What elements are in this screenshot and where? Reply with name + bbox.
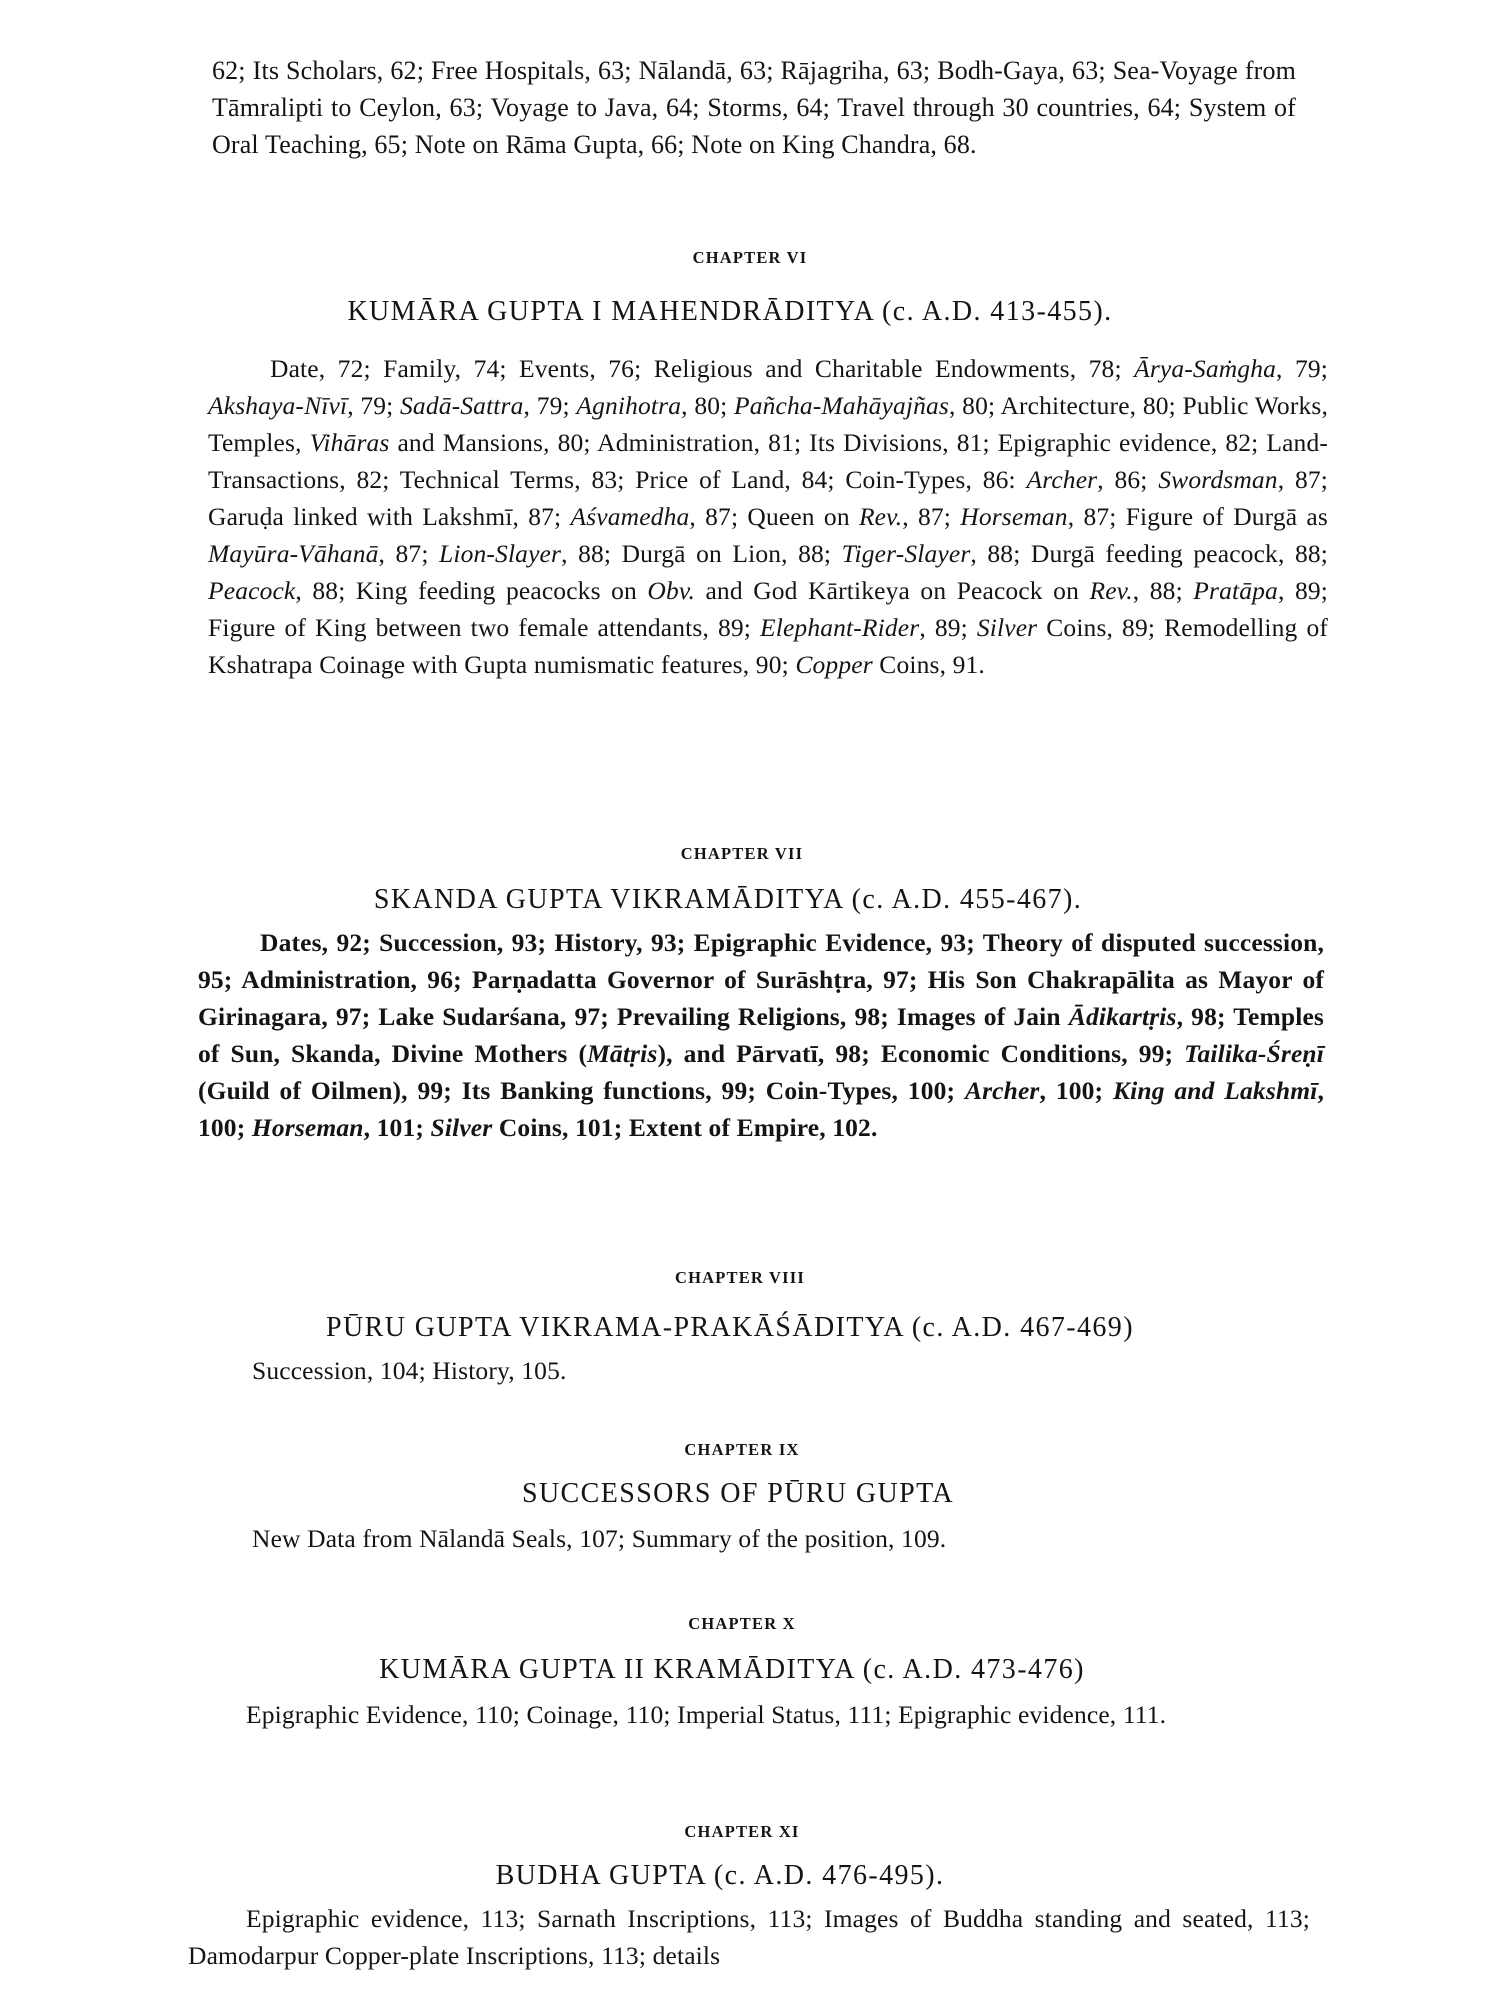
- text-run: Epigraphic Evidence, 110; Coinage, 110; Imperial Status, 111; Epigraphic evidence, 111.: [246, 1700, 1167, 1729]
- chapter-6-title: KUMĀRA GUPTA I MAHENDRĀDITYA (c. A.D. 413-455).: [347, 296, 1113, 327]
- italic-term: Peacock: [208, 576, 296, 605]
- text-run: , 87; Garuḍa linked with Lakshmī, 87;: [208, 465, 1328, 531]
- italic-term: Copper: [795, 650, 873, 679]
- text-run: , 79;: [347, 391, 401, 420]
- chapter-8-title: PŪRU GUPTA VIKRAMA-PRAKĀŚĀDITYA (c. A.D. 467-469): [326, 1312, 1134, 1343]
- italic-term: Silver: [430, 1113, 493, 1142]
- text-run: ), and Pārvatī, 98; Economic Conditions, 99;: [657, 1039, 1185, 1068]
- italic-term: Vihāras: [309, 428, 390, 457]
- chapter-9-contents: [252, 1520, 1252, 1557]
- text-run: Coins, 91.: [872, 650, 985, 679]
- chapter-11-label: CHAPTER XI: [684, 1822, 800, 1841]
- italic-term: Ādikartṛis: [1068, 1002, 1177, 1031]
- italic-term: Aśvamedha: [570, 502, 690, 531]
- italic-term: Rev.: [1089, 576, 1133, 605]
- text-run: Coins, 89; Remodelling of Kshatrapa Coinage with Gupta numismatic features, 90;: [208, 613, 1328, 679]
- chapter-6-contents: [208, 350, 1328, 683]
- italic-term: Archer: [1026, 465, 1098, 494]
- text-run: , 86;: [1097, 465, 1159, 494]
- italic-term: Silver: [976, 613, 1038, 642]
- text-run: , 79;: [523, 391, 577, 420]
- text-run: (Guild of Oilmen), 99; Its Banking functions, 99; Coin-Types, 100;: [198, 1076, 965, 1105]
- text-run: and Mansions, 80; Administration, 81; Its Divisions, 81; Epigraphic evidence, 82; Land-Transactions, 82; Technical Terms, 83; Price of Land, 84; Coin-Types, 86:: [208, 428, 1328, 494]
- italic-term: Ārya-Saṁgha: [1134, 354, 1277, 383]
- text-run: and God Kārtikeya on Peacock on: [694, 576, 1090, 605]
- text-run: , 87;: [378, 539, 440, 568]
- text-run: Dates, 92; Succession, 93; History, 93; Epigraphic Evidence, 93; Theory of disputed succession, 95; Administration, 96; Parṇadatta Governor of Surāshṭra, 97; His Son Chakrapālita as Mayor of Girinagara, 97; Lake Sudarśana, 97; Prevailing Religions, 98; Images of Jain: [198, 928, 1324, 1031]
- italic-term: Elephant-Rider: [760, 613, 920, 642]
- italic-term: Lion-Slayer: [439, 539, 562, 568]
- chapter-11-contents: [188, 1900, 1310, 1974]
- chapter-8-label: CHAPTER VIII: [674, 1268, 806, 1287]
- chapter-10-title: KUMĀRA GUPTA II KRAMĀDITYA (c. A.D. 473-476): [379, 1654, 1085, 1685]
- italic-term: Obv.: [647, 576, 695, 605]
- text-run: New Data from Nālandā Seals, 107; Summary of the position, 109.: [252, 1524, 947, 1553]
- text-run: , 98; Temples of Sun, Skanda, Divine Mothers (: [198, 1002, 1325, 1068]
- italic-term: Pratāpa: [1193, 576, 1278, 605]
- italic-term: Archer: [964, 1076, 1040, 1105]
- chapter-6-label: CHAPTER VI: [692, 248, 808, 267]
- text-run: , 88;: [1132, 576, 1194, 605]
- chapter-8-contents: [252, 1352, 1252, 1389]
- italic-term: Akshaya-Nīvī: [208, 391, 348, 420]
- text-run: Epigraphic evidence, 113; Sarnath Inscriptions, 113; Images of Buddha standing and seated, 113; Damodarpur Copper-plate Inscriptions, 113; details: [188, 1904, 1310, 1970]
- chapter-9-label: CHAPTER IX: [684, 1440, 800, 1459]
- chapter-7-title: SKANDA GUPTA VIKRAMĀDITYA (c. A.D. 455-467).: [373, 884, 1083, 915]
- chapter-7-contents: [198, 924, 1324, 1146]
- italic-term: Tailika-Śreṇī: [1184, 1039, 1324, 1068]
- text-run: , 88; Durgā on Lion, 88;: [561, 539, 842, 568]
- text-run: , 101;: [363, 1113, 431, 1142]
- chapter-7-label: CHAPTER VII: [680, 844, 804, 863]
- text-run: , 87; Figure of Durgā as: [1067, 502, 1328, 531]
- italic-term: Swordsman: [1158, 465, 1278, 494]
- italic-term: Rev.: [858, 502, 903, 531]
- italic-term: Tiger-Slayer: [841, 539, 971, 568]
- chapter-9-title: SUCCESSORS OF PŪRU GUPTA: [521, 1478, 955, 1509]
- text-run: , 87; Queen on: [689, 502, 859, 531]
- chapter-11-title: BUDHA GUPTA (c. A.D. 476-495).: [495, 1860, 945, 1891]
- italic-term: Sadā-Sattra: [400, 391, 524, 420]
- italic-term: Horseman: [960, 502, 1068, 531]
- text-run: Succession, 104; History, 105.: [252, 1356, 567, 1385]
- text-run: , 89; Figure of King between two female attendants, 89;: [208, 576, 1328, 642]
- text-run: Coins, 101; Extent of Empire, 102.: [492, 1113, 878, 1142]
- text-run: , 79;: [1276, 354, 1328, 383]
- text-run: , 89;: [919, 613, 977, 642]
- text-run: , 88; Durgā feeding peacock, 88;: [970, 539, 1328, 568]
- italic-term: Horseman: [251, 1113, 364, 1142]
- text-run: , 80; Architecture, 80; Public Works, Temples,: [208, 391, 1328, 457]
- text-run: , 87;: [902, 502, 961, 531]
- text-run: , 100;: [1039, 1076, 1113, 1105]
- chapter-10-label: CHAPTER X: [688, 1614, 796, 1633]
- text-run: , 88; King feeding peacocks on: [295, 576, 648, 605]
- continued-contents-paragraph: [212, 52, 1296, 163]
- text-run: Date, 72; Family, 74; Events, 76; Religious and Charitable Endowments, 78;: [270, 354, 1135, 383]
- italic-term: Mayūra-Vāhanā: [208, 539, 379, 568]
- text-run: , 100;: [198, 1076, 1324, 1142]
- text-run: 62; Its Scholars, 62; Free Hospitals, 63; Nālandā, 63; Rājagriha, 63; Bodh-Gaya, 63; Sea-Voyage from Tāmralipti to Ceylon, 63; Voyage to Java, 64; Storms, 64; Travel through 30 countries, 64; System of Oral Teaching, 65; Note on Rāma Gupta, 66; Note on King Chandra, 68.: [212, 56, 1296, 159]
- text-run: , 80;: [681, 391, 734, 420]
- chapter-10-contents: [188, 1696, 1310, 1733]
- italic-term: King and Lakshmī: [1112, 1076, 1318, 1105]
- italic-term: Agnihotra: [576, 391, 682, 420]
- italic-term: Mātṛis: [587, 1039, 658, 1068]
- italic-term: Pañcha-Mahāyajñas: [734, 391, 950, 420]
